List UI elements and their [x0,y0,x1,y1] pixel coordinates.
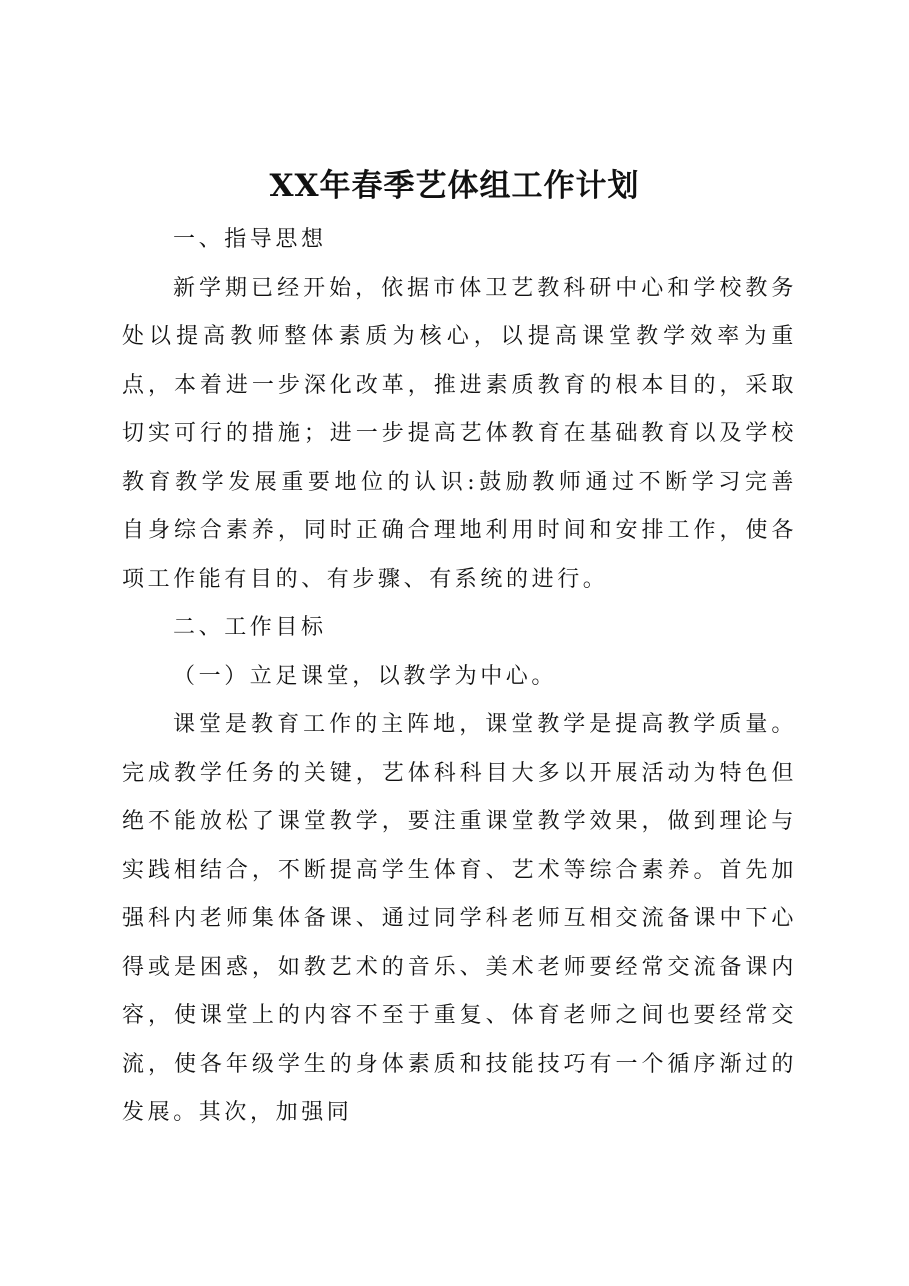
document-body [122,216,797,1138]
paragraph-guiding-ideology: 新学期已经开始，依据市体卫艺教科研中心和学校教务处以提高教师整体素质为核心，以提高课堂教学效率为重点，本着进一步深化改革，推进素质教育的根本目的，采取切实可行的措施；进一步提高艺体教育在基础教育以及学校教育教学发展重要地位的认识:鼓励教师通过不断学习完善自身综合素养，同时正确合理地利用时间和安排工作，使各项工作能有目的、有步骤、有系统的进行。 [122,275,797,592]
subheading-classroom-focus: （一）立足课堂，以教学为中心。 [173,663,558,689]
section-heading-work-goals: 二、工作目标 [173,615,327,640]
paragraph-classroom-teaching: 课堂是教育工作的主阵地，课堂教学是提高教学质量。完成教学任务的关键，艺体科科目大多以开展活动为特色但绝不能放松了课堂教学，要注重课堂教学效果，做到理论与实践相结合，不断提高学生体育、艺术等综合素养。首先加强科内老师集体备课、通过同学科老师互相交流备课中下心得或是困惑，如教艺术的音乐、美术老师要经常交流备课内容，使课堂上的内容不至于重复、体育老师之间也要经常交流，使各年级学生的身体素质和技能技巧有一个循序渐过的发展。其次，加强同 [122,712,797,1125]
document-title: XX年春季艺体组工作计划 [269,168,640,204]
section-heading-guiding-ideology: 一、指导思想 [173,227,327,252]
